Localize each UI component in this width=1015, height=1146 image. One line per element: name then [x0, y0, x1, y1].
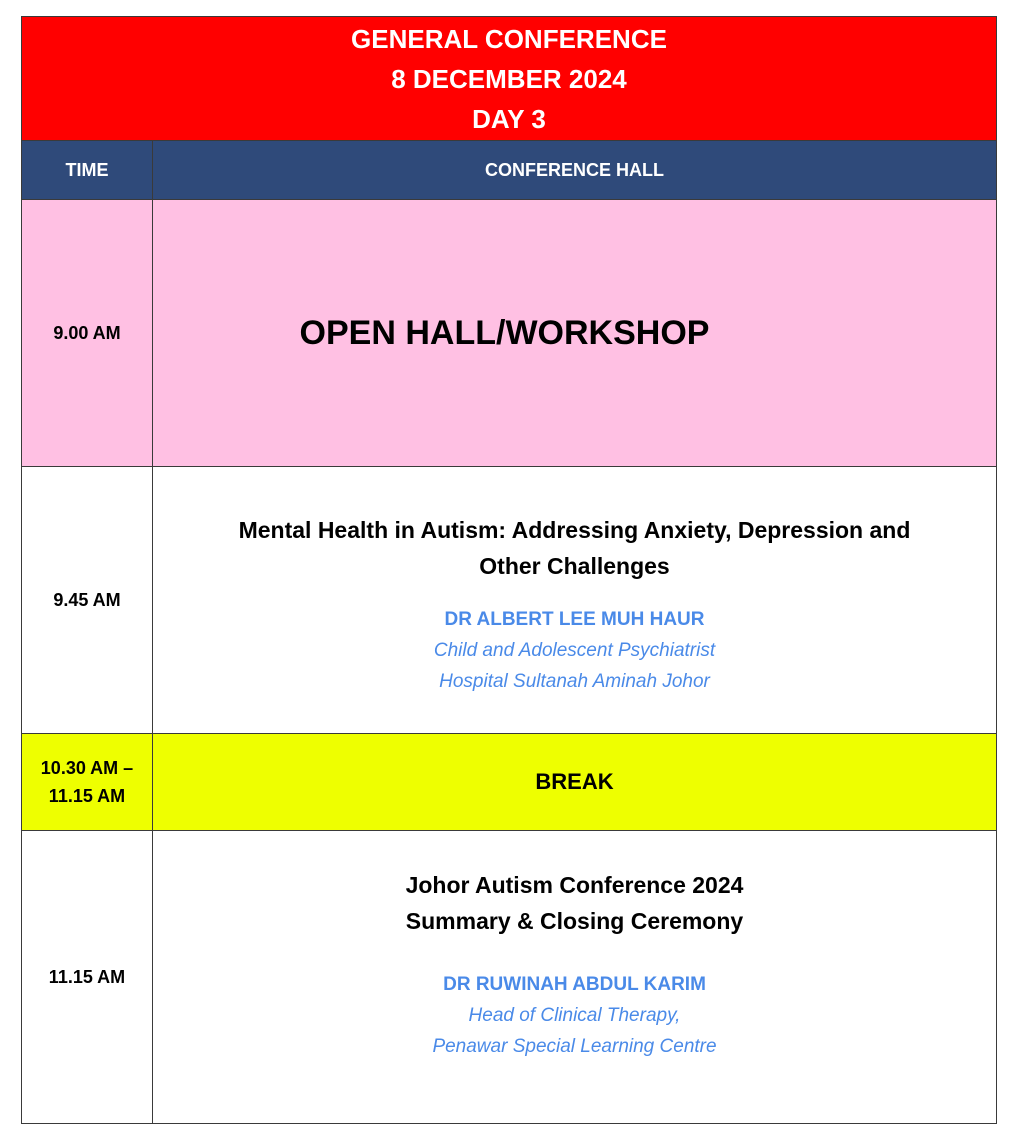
- break-time-end: 11.15 AM: [48, 786, 126, 806]
- session-content: [153, 200, 996, 466]
- speaker-name: DR RUWINAH ABDUL KARIM: [443, 973, 706, 995]
- session-row-open-hall: [22, 200, 996, 467]
- session-time: 9.45 AM: [22, 467, 153, 733]
- conference-schedule-table: [21, 16, 997, 1124]
- speaker-name: DR ALBERT LEE MUH HAUR: [444, 608, 705, 630]
- conference-day: DAY 3: [472, 103, 546, 134]
- session-title-line: Summary & Closing Ceremony: [405, 907, 744, 934]
- session-time: 11.15 AM: [22, 831, 153, 1123]
- session-content: [153, 734, 996, 830]
- speaker-affiliation: Penawar Special Learning Centre: [432, 1035, 717, 1057]
- hall-column-header: CONFERENCE HALL: [485, 159, 664, 180]
- column-header-row: [22, 141, 996, 200]
- schedule-title-banner: [22, 17, 996, 141]
- speaker-role: Child and Adolescent Psychiatrist: [433, 639, 716, 661]
- session-time: 9.00 AM: [22, 200, 153, 466]
- speaker-role: Head of Clinical Therapy,: [468, 1004, 681, 1026]
- session-title-line: Johor Autism Conference 2024: [405, 871, 744, 898]
- time-column-header: TIME: [22, 141, 153, 199]
- session-title-line: Other Challenges: [479, 552, 670, 579]
- speaker-affiliation: Hospital Sultanah Aminah Johor: [439, 670, 710, 692]
- break-time-start: 10.30 AM –: [40, 758, 134, 778]
- session-content: [153, 831, 996, 1123]
- session-content: [153, 467, 996, 733]
- break-time: [22, 734, 153, 830]
- session-row-break: [22, 734, 996, 831]
- session-title: OPEN HALL/WORKSHOP: [299, 313, 710, 352]
- session-row-mental-health: [22, 467, 996, 734]
- conference-name: GENERAL CONFERENCE: [351, 23, 667, 54]
- session-row-closing: [22, 831, 996, 1123]
- session-title-line: Mental Health in Autism: Addressing Anxiety, Depression and: [238, 516, 911, 543]
- break-label: BREAK: [535, 769, 614, 794]
- conference-date: 8 DECEMBER 2024: [391, 63, 627, 94]
